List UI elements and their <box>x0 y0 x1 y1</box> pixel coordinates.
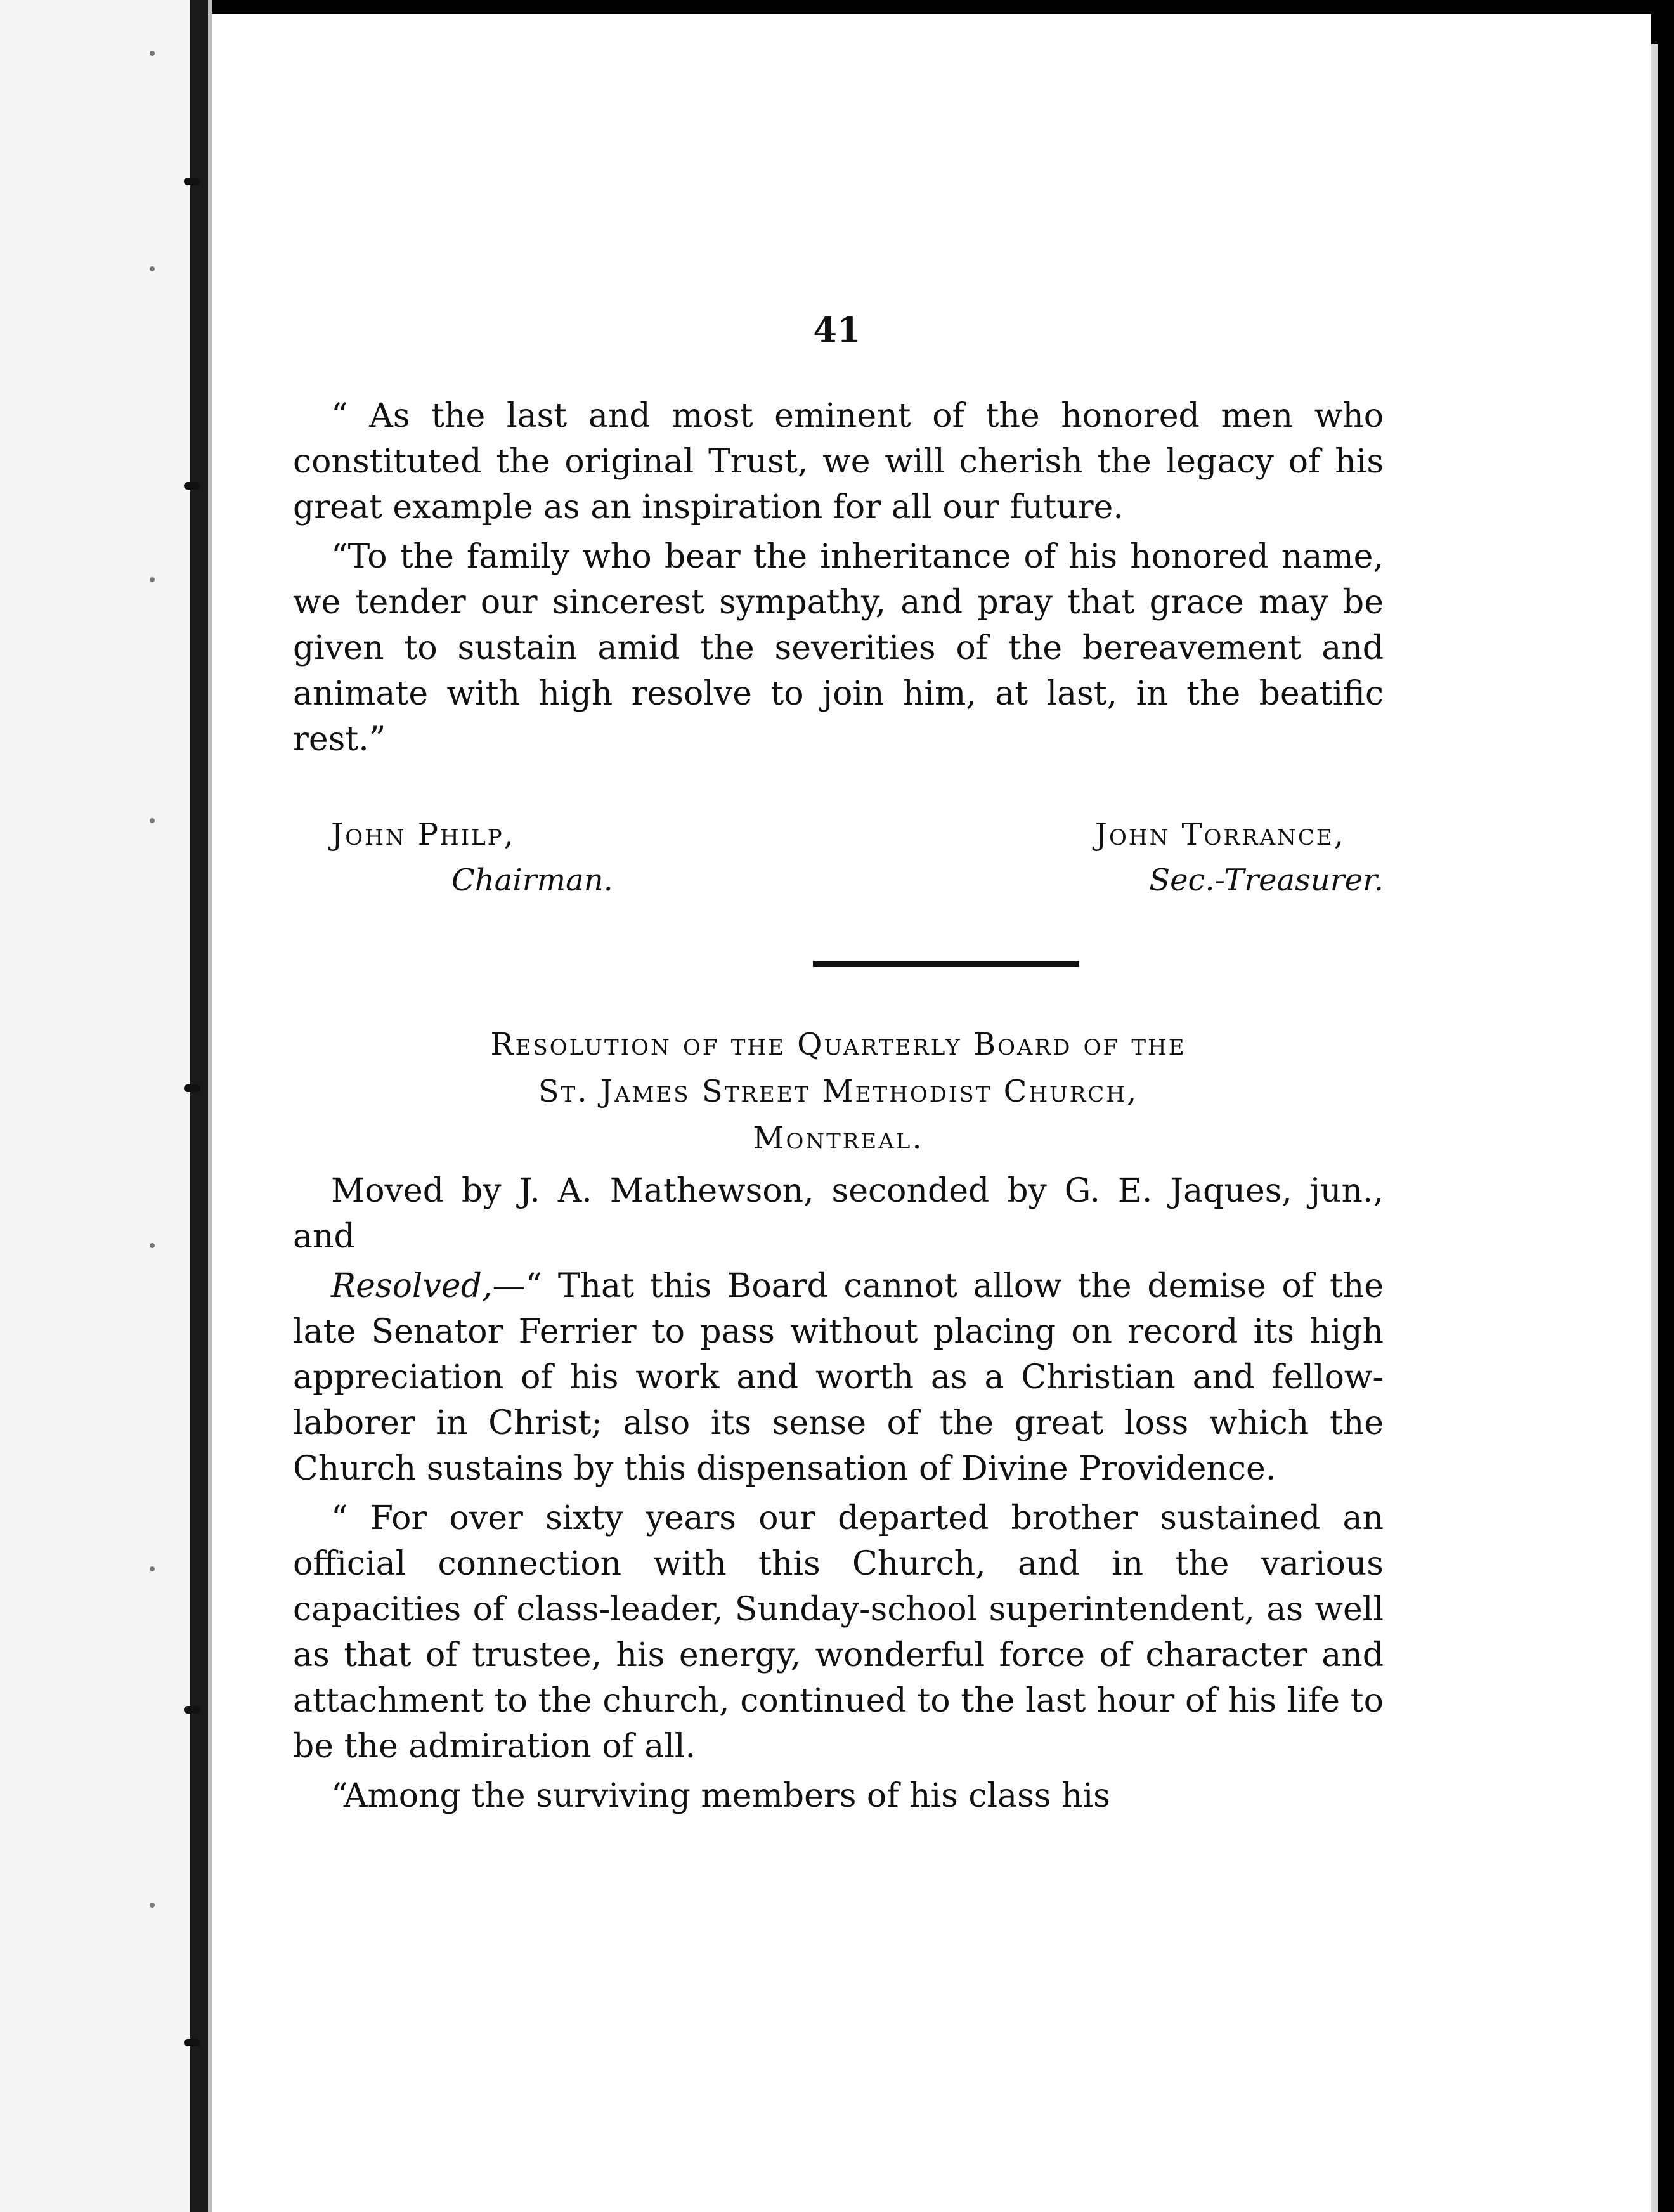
gutter-mark <box>150 51 155 56</box>
heading-line-1: Resolution of the Quarterly Board of the <box>490 1027 1186 1062</box>
binding-stitch <box>184 1706 200 1714</box>
gutter-mark <box>150 1903 155 1908</box>
signature-names <box>293 812 1384 857</box>
signatory-name-chairman: John Philp, <box>331 817 516 852</box>
binding-stitch <box>184 482 200 490</box>
section-divider <box>813 961 1079 967</box>
gutter-mark <box>150 577 155 582</box>
binding-stitch <box>184 1084 200 1092</box>
sixty-years-paragraph: “ For over sixty years our departed brother sustained an official connection with this Church, and in the various capacities of class-leader, Sunday-school superintendent, as well as that of trustee, his energy, wonderful force of character and attachment to the church, continued to the last hour of his life to be the admiration of all. <box>293 1499 1384 1766</box>
signatory-name-treasurer: John Torrance, <box>1094 817 1346 852</box>
trust-paragraph-2: “To the family who bear the inheritance of his honored name, we tender our sincerest sympathy, and pray that grace may be given to sustain amid the severities of the bereavement and animate with high resolve to join him, at last, in the beatific rest.” <box>293 538 1384 758</box>
moved-paragraph: Moved by J. A. Mathewson, seconded by G. E. Jaques, jun., and <box>293 1172 1384 1256</box>
board-resolution-text <box>293 1168 1384 1819</box>
among-paragraph: “Among the surviving members of his class his <box>331 1777 1110 1815</box>
board-resolution-heading <box>293 1021 1384 1162</box>
trust-paragraph-1: “ As the last and most eminent of the honored men who constituted the original Trust, we will cherish the legacy of his great example as an inspiration for all our future. <box>293 397 1384 526</box>
page-number: 41 <box>813 309 861 350</box>
resolved-text: —“ That this Board cannot allow the demise of the late Senator Ferrier to pass without placing on record its high appreciation of his work and worth as a Christian and fellow-laborer in Christ; also its sense of the great loss which the Church sustains by this dispensation of Divine Providence. <box>293 1267 1384 1488</box>
gutter-mark <box>150 1566 155 1571</box>
signature-titles <box>293 857 1384 903</box>
heading-line-2: St. James Street Methodist Church, <box>538 1074 1139 1109</box>
binding-stitch <box>184 2039 200 2046</box>
signatures <box>293 812 1384 903</box>
page-edge <box>1651 44 1658 2212</box>
resolved-paragraph <box>293 1263 1384 1492</box>
resolved-label: Resolved, <box>331 1267 493 1305</box>
signatory-title-treasurer: Sec.-Treasurer. <box>1149 862 1384 898</box>
gutter-mark <box>150 266 155 271</box>
gutter-mark <box>150 818 155 823</box>
heading-line-3: Montreal. <box>753 1121 924 1156</box>
gutter-mark <box>150 1243 155 1248</box>
trust-resolution-text <box>293 393 1384 762</box>
signatory-title-chairman: Chairman. <box>451 862 613 898</box>
binding-stitch <box>184 178 200 185</box>
